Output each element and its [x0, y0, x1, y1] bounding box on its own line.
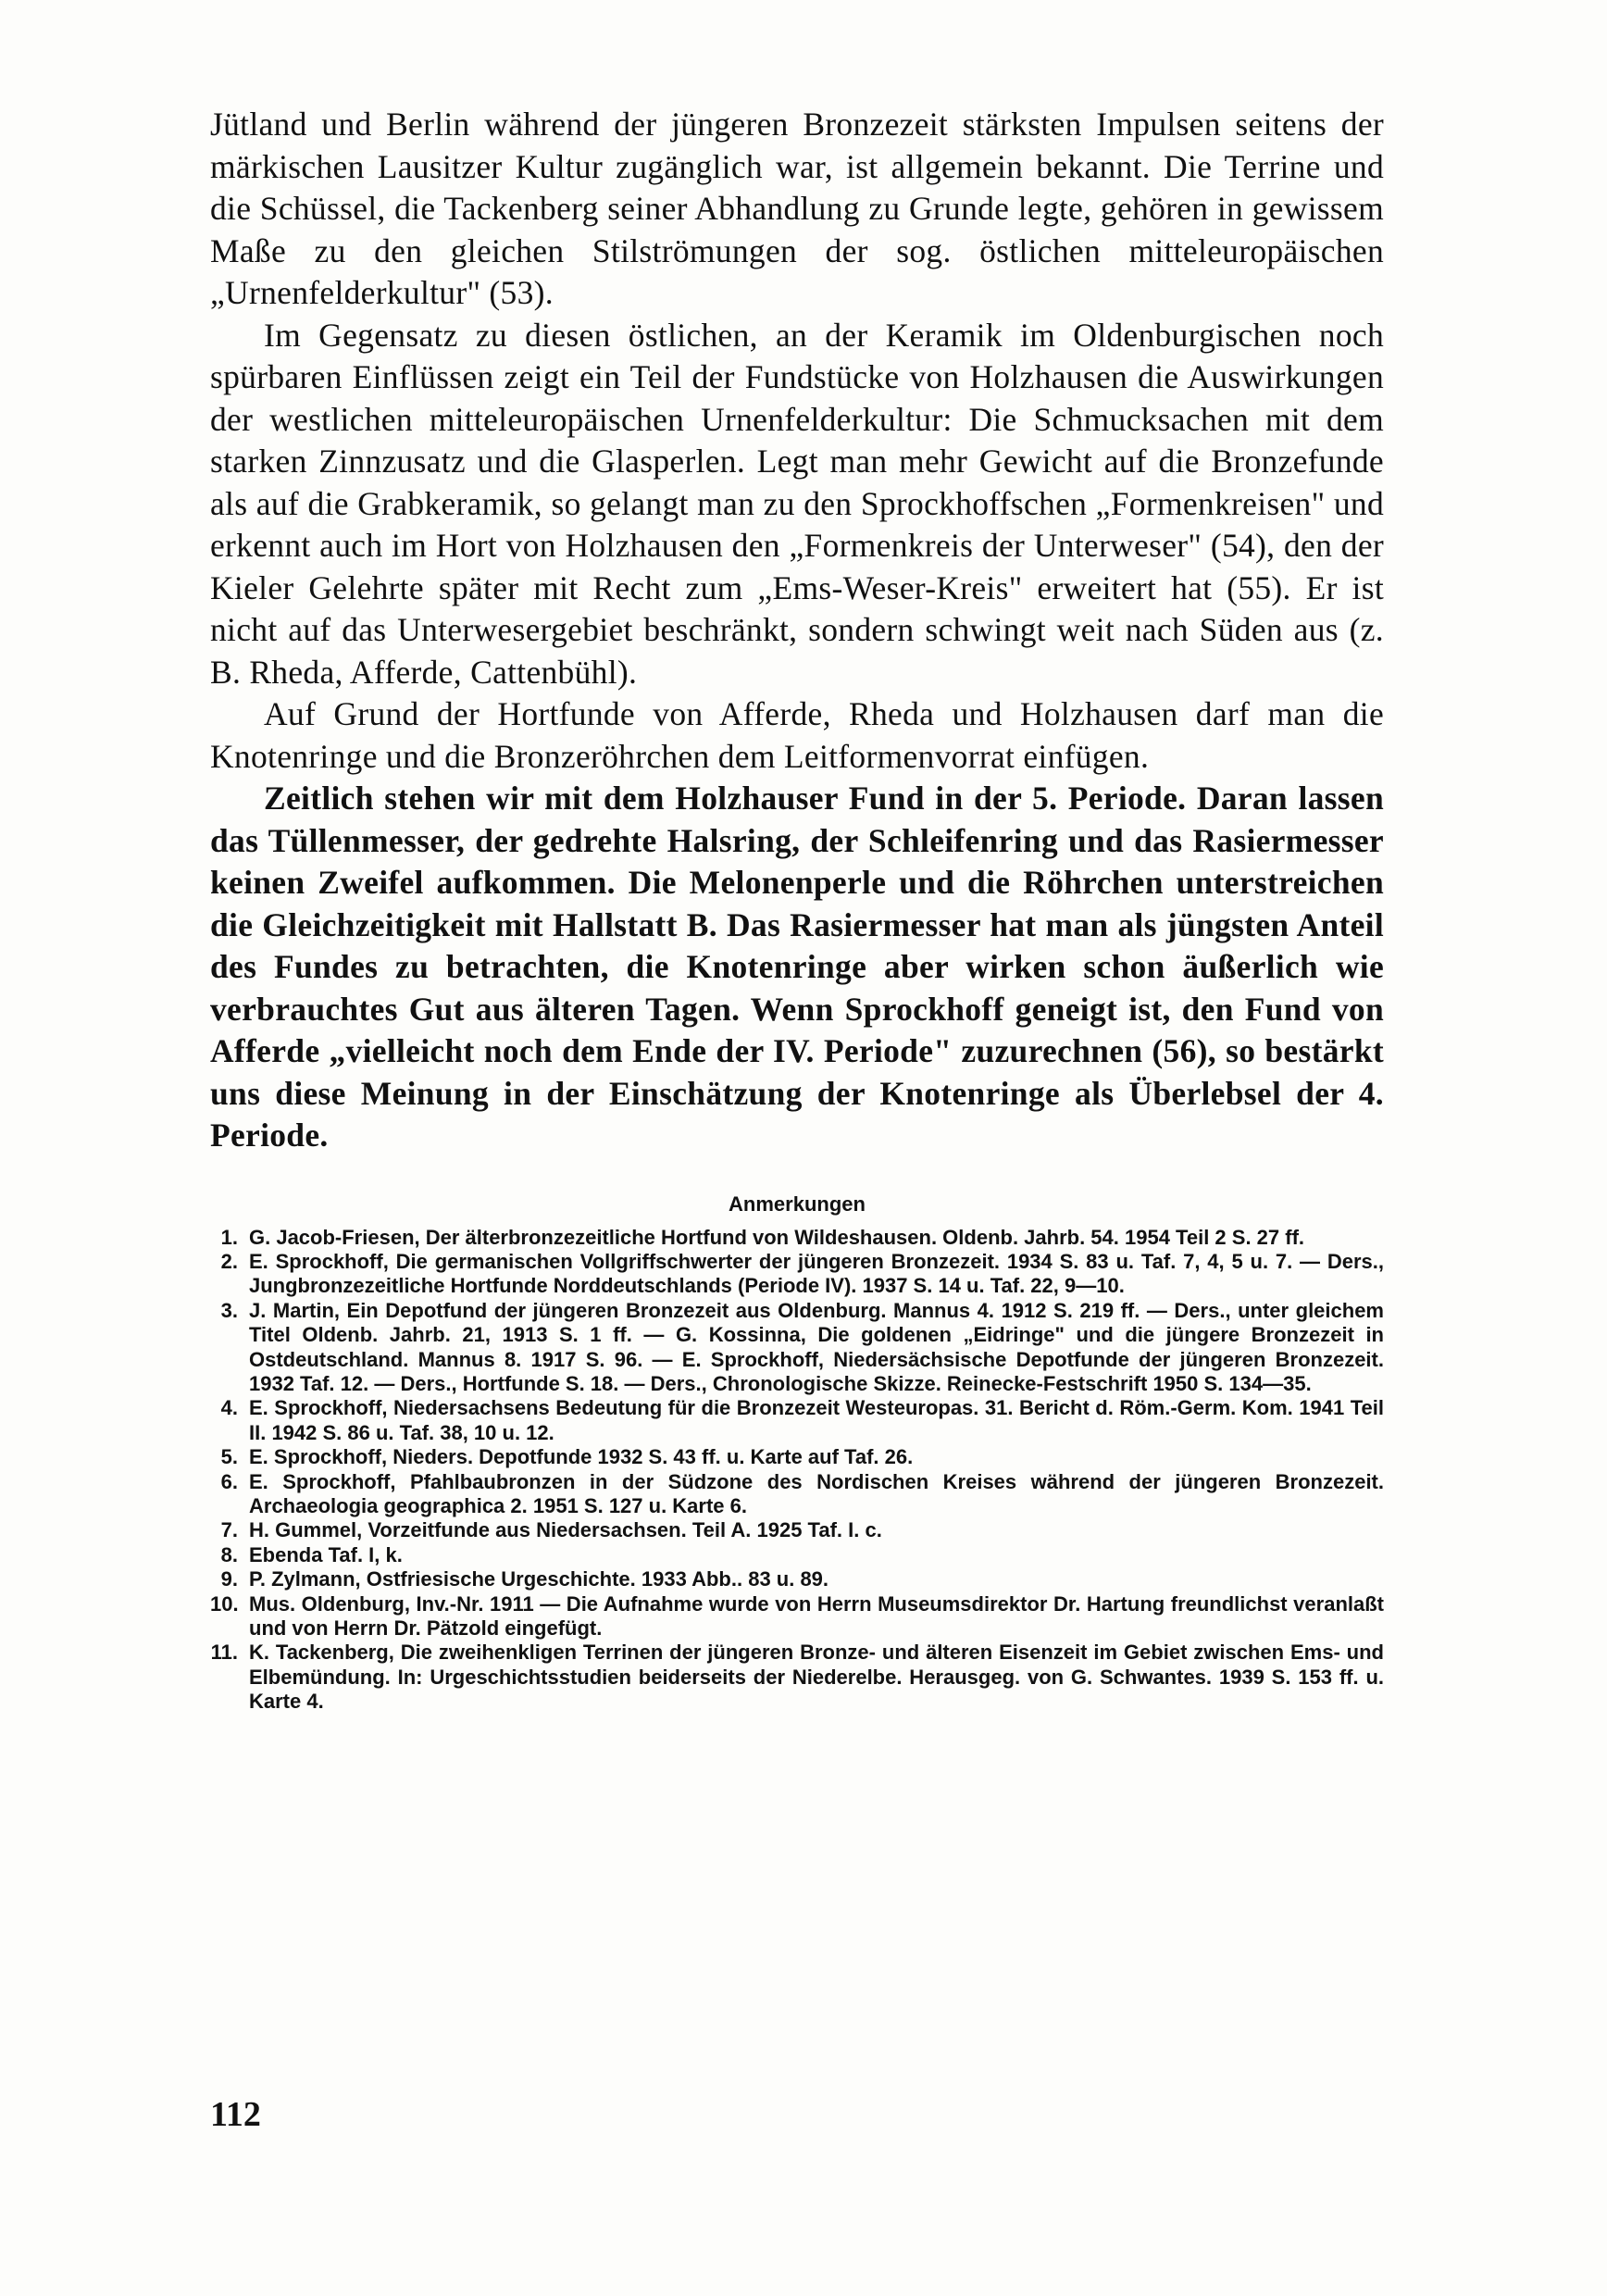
note-text: J. Martin, Ein Depotfund der jüngeren Bronzezeit aus Oldenburg. Mannus 4. 1912 S. 219 ff. — Ders., unter gleichem Titel Oldenb. Jahrb. 21, 1913 S. 1 ff. — G. Kossinna, Die goldenen „Eidringe" und die jüngere Bronzezeit in Ostdeutschland. Mannus 8. 1917 S. 96. — E. Sprockhoff, Niedersächsische Depotfunde der jüngeren Bronzezeit. 1932 Taf. 12. — Ders., Hortfunde S. 18. — Ders., Chronologische Skizze. Reinecke-Festschrift 1950 S. 134—35. — [249, 1298, 1384, 1395]
note-text: P. Zylmann, Ostfriesische Urgeschichte. 1933 Abb.. 83 u. 89. — [249, 1567, 829, 1591]
note-text: E. Sprockhoff, Die germanischen Vollgriffschwerter der jüngeren Bronzezeit. 1934 S. 83 u. Taf. 7, 4, 5 u. 7. — Ders., Jungbronzezeitliche Hortfunde Norddeutschlands (Periode IV). 1937 S. 14 u. Taf. 22, 9—10. — [249, 1249, 1384, 1298]
note-item — [210, 1226, 1384, 1250]
note-item — [210, 1567, 1384, 1591]
note-item — [210, 1250, 1384, 1299]
note-item — [210, 1445, 1384, 1469]
note-number: 4. — [220, 1396, 238, 1420]
note-item — [210, 1396, 1384, 1445]
body-text — [210, 104, 1384, 1157]
note-text: Mus. Oldenburg, Inv.-Nr. 1911 — Die Aufnahme wurde von Herrn Museumsdirektor Dr. Hartung freundlichst veranlaßt und von Herrn Dr. Pätzold eingefügt. — [249, 1591, 1384, 1640]
note-number: 11. — [210, 1641, 238, 1665]
note-number: 9. — [220, 1567, 238, 1591]
note-text: E. Sprockhoff, Pfahlbaubronzen in der Südzone des Nordischen Kreises während der jüngeren Bronzezeit. Archaeologia geographica 2. 1951 S. 127 u. Karte 6. — [249, 1469, 1384, 1517]
note-text: Ebenda Taf. I, k. — [249, 1542, 403, 1566]
note-number: 6. — [220, 1469, 238, 1493]
note-item — [210, 1299, 1384, 1397]
note-text: E. Sprockhoff, Niedersachsens Bedeutung für die Bronzezeit Westeuropas. 31. Bericht d. Röm.-Germ. Kom. 1941 Teil II. 1942 S. 86 u. Taf. 38, 10 u. 12. — [249, 1396, 1384, 1444]
note-number: 1. — [220, 1225, 238, 1249]
note-text: H. Gummel, Vorzeitfunde aus Niedersachsen. Teil A. 1925 Taf. I. c. — [249, 1518, 882, 1542]
page-content — [210, 104, 1384, 1715]
note-text: G. Jacob-Friesen, Der älterbronzezeitliche Hortfund von Wildeshausen. Oldenb. Jahrb. 54. 1954 Teil 2 S. 27 ff. — [249, 1225, 1305, 1249]
note-item — [210, 1518, 1384, 1542]
note-number: 10. — [210, 1591, 239, 1616]
note-text: K. Tackenberg, Die zweihenkligen Terrinen der jüngeren Bronze- und älteren Eisenzeit im Gebiet zwischen Ems- und Elbemündung. In: Urgeschichtsstudien beiderseits der Niederelbe. Herausgeg. von G. Schwantes. 1939 S. 153 ff. u. Karte 4. — [249, 1641, 1384, 1714]
note-number: 3. — [220, 1298, 238, 1322]
note-number: 7. — [220, 1518, 238, 1542]
note-number: 2. — [220, 1249, 238, 1273]
page-number: 112 — [210, 2095, 261, 2134]
note-item — [210, 1470, 1384, 1519]
paragraph: Zeitlich stehen wir mit dem Holzhauser Fund in der 5. Periode. Daran lassen das Tüllenmesser, der gedrehte Halsring, der Schleifenring und das Rasiermesser keinen Zweifel aufkommen. Die Melonenperle und die Röhrchen unterstreichen die Gleichzeitigkeit mit Hallstatt B. Das Rasiermesser hat man als jüngsten Anteil des Fundes zu betrachten, die Knotenringe aber wirken schon äußerlich wie verbrauchtes Gut aus älteren Tagen. Wenn Sprockhoff geneigt ist, den Fund von Afferde „vielleicht noch dem Ende der IV. Periode" zuzurechnen (56), so bestärkt uns diese Meinung in der Einschätzung der Knotenringe als Überlebsel der 4. Periode. — [210, 780, 1384, 1154]
notes-heading: Anmerkungen — [729, 1192, 866, 1216]
notes-list — [210, 1226, 1384, 1715]
note-text: E. Sprockhoff, Nieders. Depotfunde 1932 S. 43 ff. u. Karte auf Taf. 26. — [249, 1445, 914, 1469]
paragraph: Jütland und Berlin während der jüngeren Bronzezeit stärksten Impulsen seitens der märkischen Lausitzer Kultur zugänglich war, ist allgemein bekannt. Die Terrine und die Schüssel, die Tackenberg seiner Abhandlung zu Grunde legte, gehören in gewissem Maße zu den gleichen Stilströmungen der sog. östlichen mitteleuropäischen „Urnenfelderkultur" (53). — [210, 106, 1384, 311]
note-item — [210, 1543, 1384, 1567]
paragraph: Im Gegensatz zu diesen östlichen, an der Keramik im Oldenburgischen noch spürbaren Einflüssen zeigt ein Teil der Fundstücke von Holzhausen die Auswirkungen der westlichen mitteleuropäischen Urnenfelderkultur: Die Schmucksachen mit dem starken Zinnzusatz und die Glasperlen. Legt man mehr Gewicht auf die Bronzefunde als auf die Grabkeramik, so gelangt man zu den Sprockhoffschen „Formenkreisen" und erkennt auch im Hort von Holzhausen den „Formenkreis der Unterweser" (54), den der Kieler Gelehrte später mit Recht zum „Ems-Weser-Kreis" erweitert hat (55). Er ist nicht auf das Unterwesergebiet beschränkt, sondern schwingt weit nach Süden aus (z. B. Rheda, Afferde, Cattenbühl). — [210, 316, 1384, 691]
note-item — [210, 1592, 1384, 1641]
paragraph: Auf Grund der Hortfunde von Afferde, Rheda und Holzhausen darf man die Knotenringe und die Bronzeröhrchen dem Leitformenvorrat einfügen. — [210, 695, 1384, 775]
note-item — [210, 1641, 1384, 1714]
note-number: 5. — [220, 1445, 238, 1469]
note-number: 8. — [220, 1542, 238, 1566]
